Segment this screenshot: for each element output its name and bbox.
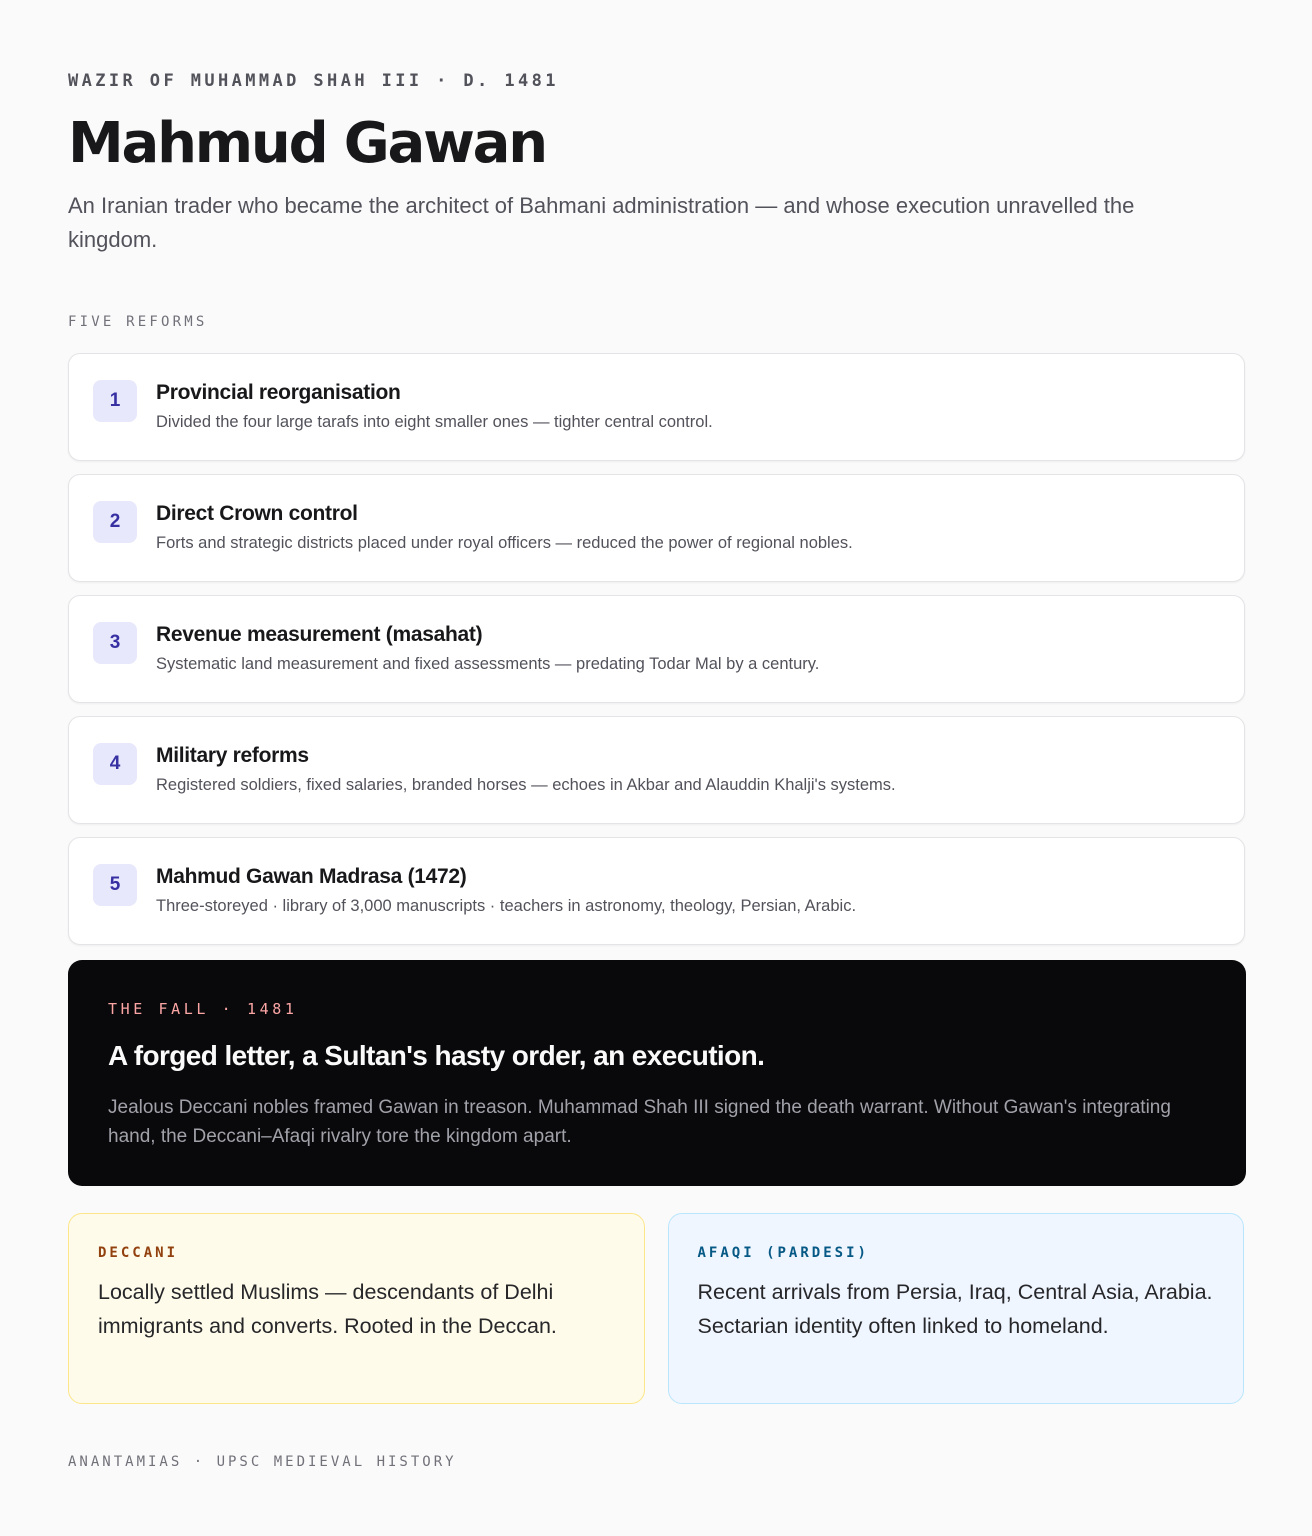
reform-title: Revenue measurement (masahat) <box>156 623 483 646</box>
reform-number-badge: 3 <box>93 622 137 664</box>
reform-card <box>68 595 1245 703</box>
reform-text <box>156 864 856 917</box>
reform-card <box>68 474 1245 582</box>
reform-title: Mahmud Gawan Madrasa (1472) <box>156 865 467 888</box>
reform-description: Divided the four large tarafs into eight smaller ones — tighter central control. <box>156 413 713 431</box>
page-title: Mahmud Gawan <box>68 111 546 176</box>
reform-description: Systematic land measurement and fixed assessments — predating Todar Mal by a century. <box>156 655 820 673</box>
reforms-section-label: FIVE REFORMS <box>68 314 208 330</box>
fall-title: A forged letter, a Sultan's hasty order, an execution. <box>108 1040 765 1071</box>
page-subtitle: An Iranian trader who became the architect of Bahmani administration — and whose execution unravelled the kingdom. <box>68 193 1135 252</box>
reform-description: Registered soldiers, fixed salaries, branded horses — echoes in Akbar and Alauddin Khalji's systems. <box>156 776 896 794</box>
deccani-body: Locally settled Muslims — descendants of Delhi immigrants and converts. Rooted in the Deccan. <box>98 1280 557 1338</box>
factions-row <box>68 1213 1244 1404</box>
reform-text <box>156 743 896 796</box>
reform-card <box>68 837 1245 945</box>
header-kicker: WAZIR OF MUHAMMAD SHAH III · D. 1481 <box>68 71 559 91</box>
reform-title: Military reforms <box>156 744 309 767</box>
reform-number-badge: 2 <box>93 501 137 543</box>
deccani-label: DECCANI <box>98 1245 179 1261</box>
reform-text <box>156 501 853 554</box>
afaqi-card <box>668 1213 1245 1404</box>
footer-credit: ANANTAMIAS · UPSC MEDIEVAL HISTORY <box>68 1454 457 1470</box>
afaqi-body: Recent arrivals from Persia, Iraq, Central Asia, Arabia. Sectarian identity often linked to homeland. <box>697 1280 1213 1338</box>
fall-panel <box>68 960 1246 1186</box>
reform-number-badge: 1 <box>93 380 137 422</box>
reform-text <box>156 622 819 675</box>
deccani-card <box>68 1213 645 1404</box>
fall-body: Jealous Deccani nobles framed Gawan in treason. Muhammad Shah III signed the death warrant. Without Gawan's integrating hand, the Deccani–Afaqi rivalry tore the kingdom apart. <box>108 1097 1171 1147</box>
reform-title: Provincial reorganisation <box>156 381 401 404</box>
reform-number-badge: 4 <box>93 743 137 785</box>
reform-card <box>68 353 1245 461</box>
reform-description: Forts and strategic districts placed under royal officers — reduced the power of regional nobles. <box>156 534 853 552</box>
reform-description: Three-storeyed · library of 3,000 manuscripts · teachers in astronomy, theology, Persian, Arabic. <box>156 897 857 915</box>
reform-number-badge: 5 <box>93 864 137 906</box>
reform-text <box>156 380 713 433</box>
reform-card <box>68 716 1245 824</box>
reforms-list <box>68 353 1244 945</box>
afaqi-label: AFAQI (PARDESI) <box>697 1245 869 1261</box>
fall-kicker: THE FALL · 1481 <box>108 1000 298 1018</box>
reform-title: Direct Crown control <box>156 502 358 525</box>
